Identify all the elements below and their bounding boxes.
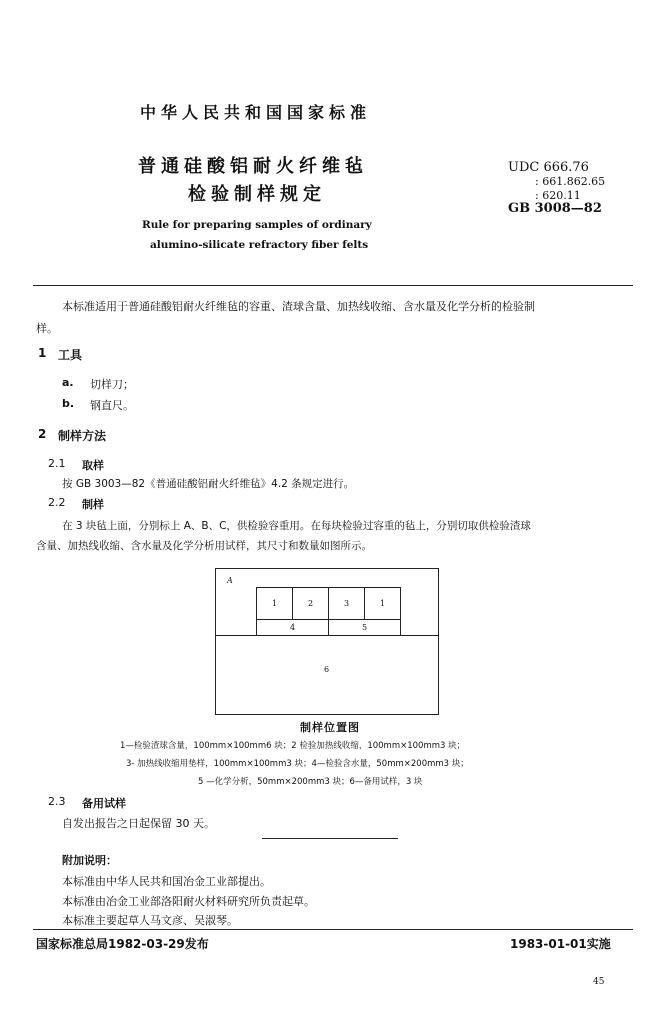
- item-b-mark: b.: [62, 397, 75, 410]
- notes-line3: 本标准主要起草人马文彦、吴淑琴。: [62, 914, 238, 927]
- subsection-2-2-line1: 在 3 块毡上面，分别标上 A、B、C，供检验容重用。在每块检验过容重的毡上，分别切取供检验渣球: [62, 520, 531, 532]
- figure-caption: 制样位置图: [300, 721, 360, 734]
- sample-cell-2: 2: [292, 587, 329, 620]
- subsection-2-1-number: 2.1: [48, 457, 66, 470]
- subsection-2-2-heading: 制样: [82, 498, 104, 511]
- notes-heading: 附加说明：: [62, 854, 117, 867]
- item-a-mark: a.: [62, 376, 74, 389]
- notes-line1: 本标准由中华人民共和国冶金工业部提出。: [62, 875, 271, 888]
- section2-number: 2: [38, 427, 47, 441]
- sample-cell-chem: 5: [328, 619, 401, 636]
- gb-number: GB 3008—82: [508, 201, 602, 216]
- subsection-2-3-text: 自发出报告之日起保留 30 天。: [62, 817, 215, 830]
- item-b-text: 钢直尺。: [90, 399, 134, 412]
- udc-code-1: UDC 666.76: [508, 160, 589, 175]
- title-cn-line1: 普通硅酸铝耐火纤维毡: [138, 156, 368, 177]
- sample-cell-3: 3: [328, 587, 365, 620]
- figure-legend-line2: 3- 加热线收缩用垫样，100mm×100mm3 块；4—检验含水量，50mm×200mm3 块；: [126, 759, 469, 769]
- intro-line2: 样。: [36, 322, 58, 335]
- issue-date: 国家标准总局1982-03-29发布: [36, 937, 209, 951]
- figure-corner-label: A: [227, 576, 233, 585]
- subsection-2-1-heading: 取样: [82, 459, 104, 472]
- sample-cell-1: 1: [256, 587, 293, 620]
- section1-number: 1: [38, 346, 47, 360]
- sample-layout-figure: [215, 568, 439, 715]
- standard-type-title: 中华人民共和国国家标准: [140, 103, 372, 122]
- figure-legend-line1: 1—检验渣球含量，100mm×100mm6 块；2 检验加热线收缩，100mm×100mm3 块；: [120, 741, 466, 751]
- short-separator: [262, 838, 398, 839]
- reserve-region-divider: [216, 635, 438, 636]
- subsection-2-1-text: 按 GB 3003—82《普通硅酸铝耐火纤维毡》4.2 条规定进行。: [62, 478, 355, 490]
- title-cn-line2: 检验制样规定: [188, 184, 326, 205]
- figure-legend-line3: 5 —化学分析，50mm×200mm3 块；6—备用试样，3 块: [198, 777, 423, 787]
- header-rule: [33, 285, 633, 286]
- intro-line1: 本标准适用于普通硅酸铝耐火纤维毡的容重、渣球含量、加热线收缩、含水量及化学分析的检验制: [62, 300, 535, 313]
- subsection-2-2-line2: 含量、加热线收缩、含水量及化学分析用试样，其尺寸和数量如图所示。: [36, 540, 372, 552]
- notes-line2: 本标准由冶金工业部洛阳耐火材料研究所负责起草。: [62, 895, 315, 908]
- udc-code-2: : 661.862.65: [535, 175, 606, 188]
- page-number: 45: [593, 977, 605, 987]
- subsection-2-2-number: 2.2: [48, 496, 66, 509]
- sample-cell-water: 4: [256, 619, 329, 636]
- title-en-line2: alumino-silicate refractory fiber felts: [150, 239, 369, 251]
- effective-date: 1983-01-01实施: [510, 937, 611, 951]
- section1-heading: 工具: [58, 348, 83, 362]
- udc-code-3: : 620.11: [535, 189, 581, 202]
- footer-rule: [33, 929, 633, 930]
- item-a-text: 切样刀；: [90, 378, 134, 391]
- sample-cell-4: 1: [364, 587, 401, 620]
- subsection-2-3-heading: 备用试样: [82, 797, 126, 810]
- subsection-2-3-number: 2.3: [48, 795, 66, 808]
- reserve-region-label: 6: [324, 665, 330, 674]
- section2-heading: 制样方法: [58, 429, 107, 443]
- title-en-line1: Rule for preparing samples of ordinary: [142, 219, 372, 231]
